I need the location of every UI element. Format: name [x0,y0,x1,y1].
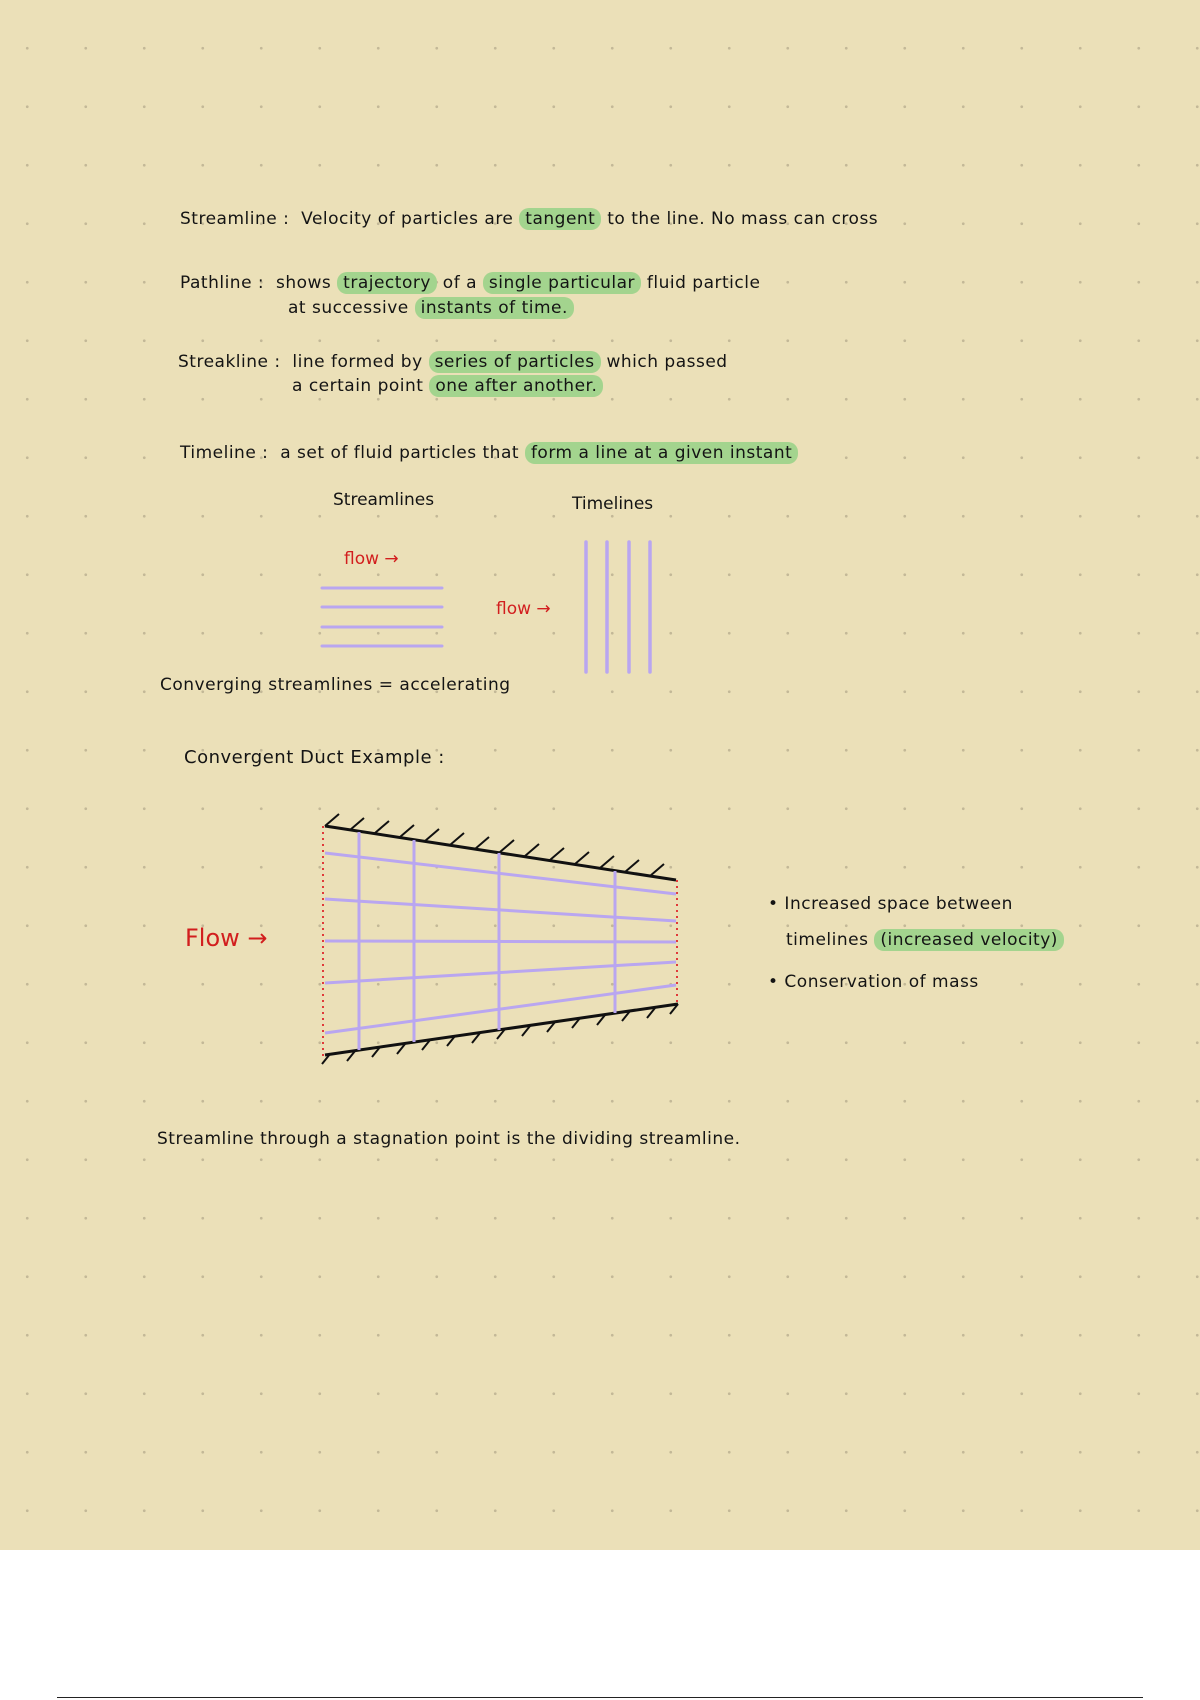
highlight-instants-of-time: instants of time. [415,297,574,319]
flow-label-timelines: flow → [496,599,551,619]
streakline-text-a: line formed by [292,352,423,372]
streamlines-sketch-title: Streamlines [333,490,435,510]
footer-rule [57,1697,1143,1698]
bullet-1-text: • Increased space between [768,894,1013,914]
timeline-text-a: a set of fluid particles that [280,443,520,463]
streakline-text-c: which passed [606,352,728,372]
timeline-term: Timeline : [180,443,269,463]
streamline-text-c: to the line. No mass can cross [607,209,879,229]
highlight-tangent: tangent [519,208,601,230]
duct-top-hatching [325,814,664,876]
duct-example-title: Convergent Duct Example : [184,747,445,768]
duct-bullet-2: • Conservation of mass [768,972,979,992]
highlight-single-particular: single particular [483,272,641,294]
streamline-text-a: Velocity of particles are [301,209,514,229]
highlight-series-of-particles: series of particles [429,351,601,373]
flow-label-streamlines: flow → [344,549,399,569]
pathline-term: Pathline : [180,273,265,293]
duct-bottom-wall [325,1004,678,1055]
highlight-form-a-line: form a line at a given instant [525,442,798,464]
timelines-sketch [586,542,650,672]
note-converging-streamlines: Converging streamlines = accelerating [160,675,511,695]
note-stagnation-point: Streamline through a stagnation point is the dividing streamline. [157,1129,741,1149]
bullet-1-timelines: timelines [786,930,869,950]
highlight-increased-velocity: (increased velocity) [874,929,1064,951]
duct-flow-label: Flow → [185,924,268,952]
streamline-term: Streamline : [180,209,290,229]
timelines-sketch-title: Timelines [572,494,654,514]
highlight-one-after-another: one after another. [429,375,603,397]
convergent-duct-diagram [322,814,678,1064]
streakline-term: Streakline : [178,352,281,372]
highlight-trajectory: trajectory [337,272,437,294]
pathline-text-a: shows [275,273,332,293]
pathline-text-c: of a [442,273,478,293]
streakline-text-d: a certain point [292,376,424,396]
streamlines-sketch [322,588,442,646]
pathline-text-f: at successive [288,298,409,318]
pathline-text-e: fluid particle [646,273,761,293]
